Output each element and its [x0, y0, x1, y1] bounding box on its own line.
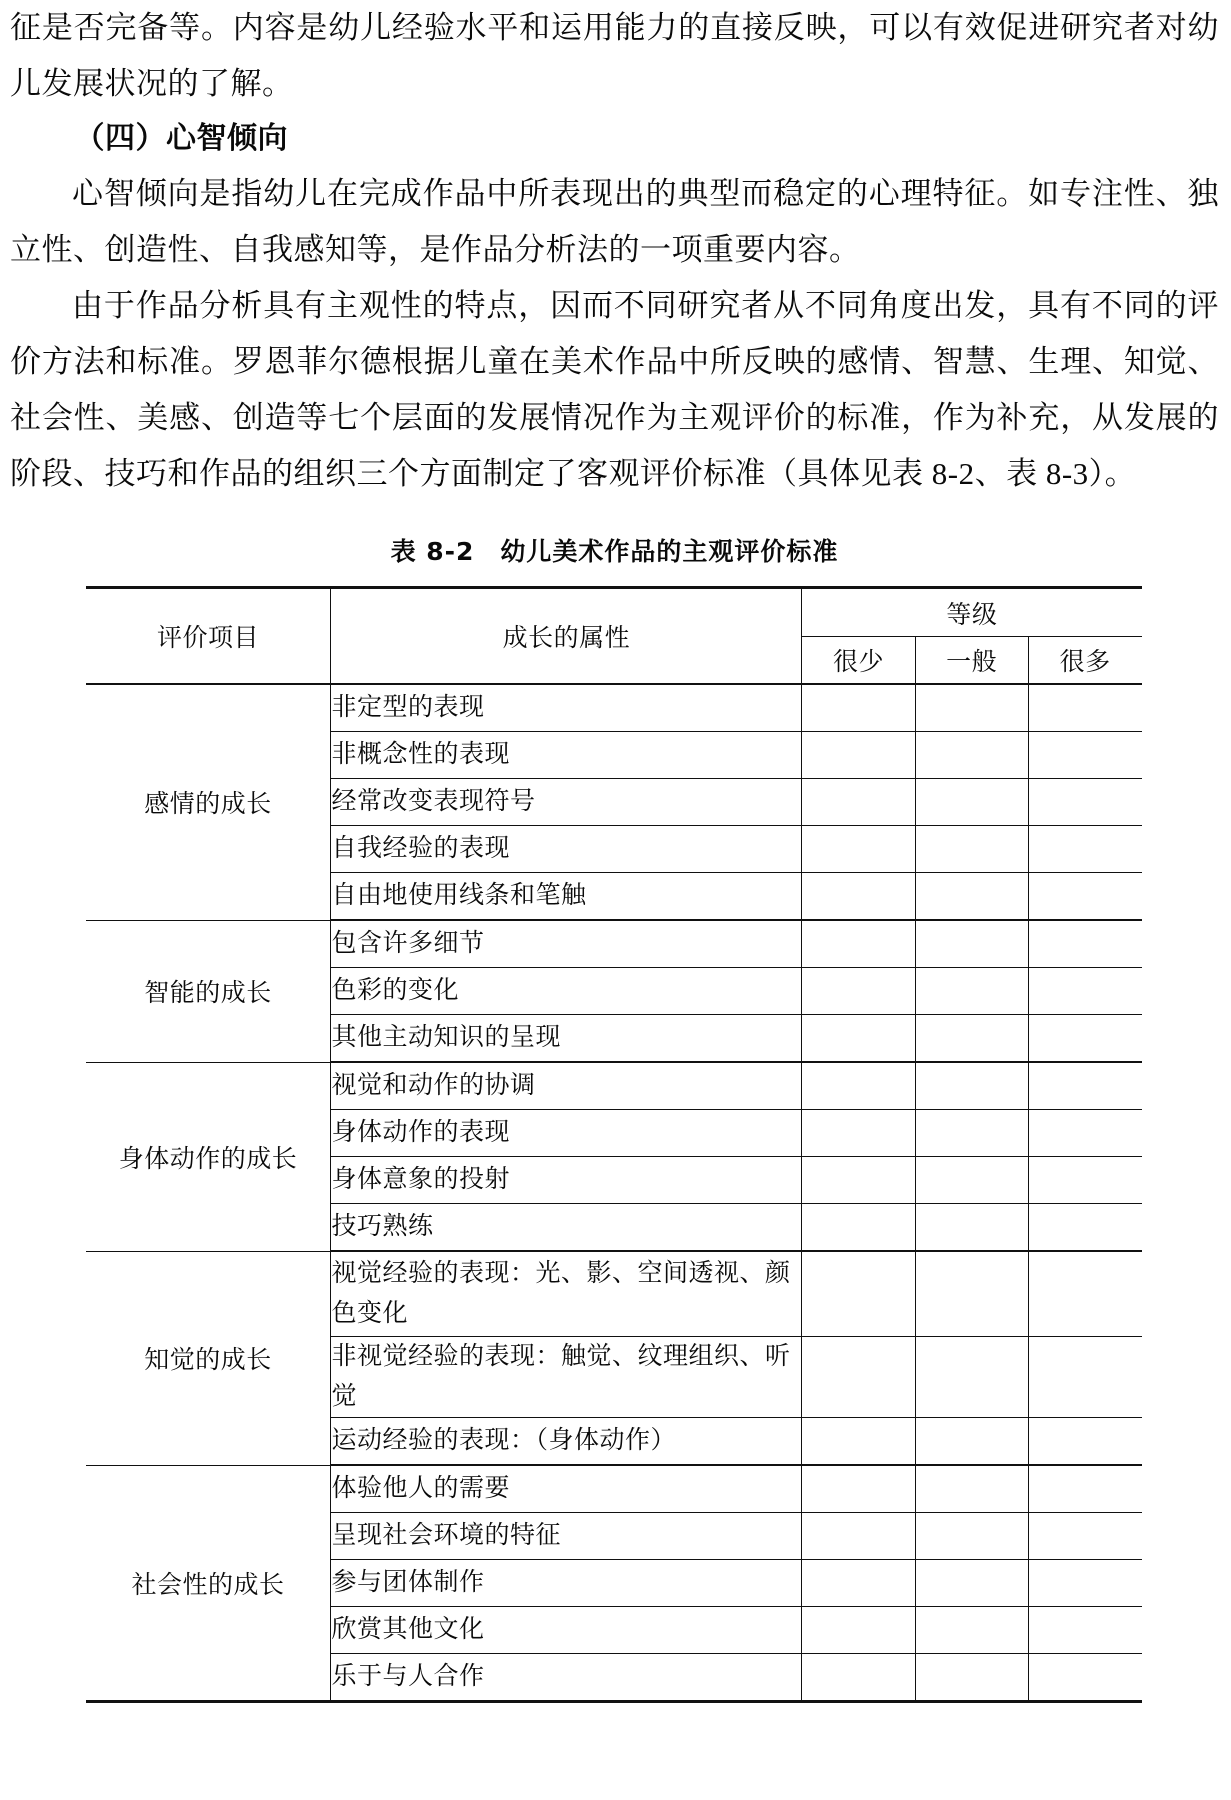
grade-checkbox-often[interactable]: [1028, 1015, 1141, 1063]
category-cell: 智能的成长: [86, 920, 331, 1062]
attribute-cell: 非定型的表现: [331, 684, 802, 732]
header-growth-attribute: 成长的属性: [331, 588, 802, 685]
grade-checkbox-average[interactable]: [915, 1465, 1028, 1513]
grade-checkbox-rarely[interactable]: [802, 1251, 915, 1337]
grade-checkbox-often[interactable]: [1028, 873, 1141, 921]
grade-checkbox-rarely[interactable]: [802, 1015, 915, 1063]
grade-checkbox-often[interactable]: [1028, 1204, 1141, 1252]
header-grade-often: 很多: [1028, 637, 1141, 684]
table-container: [10, 586, 1219, 1703]
header-grade-average: 一般: [915, 637, 1028, 684]
attribute-cell: 包含许多细节: [331, 920, 802, 968]
section-heading: （四）心智倾向: [74, 121, 288, 156]
attribute-cell: 视觉经验的表现：光、影、空间透视、颜色变化: [331, 1251, 802, 1337]
grade-checkbox-average[interactable]: [915, 968, 1028, 1015]
category-cell: 社会性的成长: [86, 1465, 331, 1702]
grade-checkbox-rarely[interactable]: [802, 1337, 915, 1418]
grade-checkbox-average[interactable]: [915, 920, 1028, 968]
table-row: [86, 1465, 1142, 1513]
grade-checkbox-average[interactable]: [915, 873, 1028, 921]
grade-checkbox-often[interactable]: [1028, 1062, 1141, 1110]
table-header: [86, 588, 1142, 685]
attribute-cell: 非概念性的表现: [331, 732, 802, 779]
grade-checkbox-rarely[interactable]: [802, 968, 915, 1015]
grade-checkbox-rarely[interactable]: [802, 873, 915, 921]
grade-checkbox-rarely[interactable]: [802, 1513, 915, 1560]
grade-checkbox-often[interactable]: [1028, 684, 1141, 732]
grade-checkbox-rarely[interactable]: [802, 1465, 915, 1513]
attribute-cell: 技巧熟练: [331, 1204, 802, 1252]
grade-checkbox-often[interactable]: [1028, 1110, 1141, 1157]
grade-checkbox-average[interactable]: [915, 779, 1028, 826]
header-row-main: [86, 588, 1142, 637]
grade-checkbox-rarely[interactable]: [802, 1204, 915, 1252]
grade-checkbox-often[interactable]: [1028, 968, 1141, 1015]
grade-checkbox-average[interactable]: [915, 684, 1028, 732]
grade-checkbox-often[interactable]: [1028, 1560, 1141, 1607]
grade-checkbox-average[interactable]: [915, 1204, 1028, 1252]
header-grade-rarely: 很少: [802, 637, 915, 684]
category-cell: 知觉的成长: [86, 1251, 331, 1465]
grade-checkbox-rarely[interactable]: [802, 1418, 915, 1466]
grade-checkbox-average[interactable]: [915, 1607, 1028, 1654]
grade-checkbox-often[interactable]: [1028, 1607, 1141, 1654]
grade-checkbox-average[interactable]: [915, 1560, 1028, 1607]
attribute-cell: 自我经验的表现: [331, 826, 802, 873]
grade-checkbox-often[interactable]: [1028, 1337, 1141, 1418]
attribute-cell: 经常改变表现符号: [331, 779, 802, 826]
grade-checkbox-average[interactable]: [915, 1418, 1028, 1466]
subjective-evaluation-table: [86, 586, 1142, 1703]
table-row: [86, 1251, 1142, 1337]
attribute-cell: 非视觉经验的表现：触觉、纹理组织、听觉: [331, 1337, 802, 1418]
attribute-cell: 视觉和动作的协调: [331, 1062, 802, 1110]
grade-checkbox-often[interactable]: [1028, 1251, 1141, 1337]
category-cell: 感情的成长: [86, 684, 331, 920]
grade-checkbox-average[interactable]: [915, 826, 1028, 873]
paragraph-2: 由于作品分析具有主观性的特点，因而不同研究者从不同角度出发，具有不同的评价方法和标准。罗恩菲尔德根据儿童在美术作品中所反映的感情、智慧、生理、知觉、社会性、美感、创造等七个层面的发展情况作为主观评价的标准，作为补充，从发展的阶段、技巧和作品的组织三个方面制定了客观评价标准（具体见表 8-2、表 8-3）。: [10, 288, 1219, 491]
attribute-cell: 欣赏其他文化: [331, 1607, 802, 1654]
grade-checkbox-rarely[interactable]: [802, 920, 915, 968]
body-text: [10, 0, 1219, 502]
grade-checkbox-rarely[interactable]: [802, 684, 915, 732]
grade-checkbox-average[interactable]: [915, 732, 1028, 779]
table-caption: 表 8-2 幼儿美术作品的主观评价标准: [390, 537, 839, 566]
grade-checkbox-rarely[interactable]: [802, 1110, 915, 1157]
header-evaluation-item: 评价项目: [86, 588, 331, 685]
table-row: [86, 920, 1142, 968]
category-cell: 身体动作的成长: [86, 1062, 331, 1251]
attribute-cell: 运动经验的表现：（身体动作）: [331, 1418, 802, 1466]
grade-checkbox-rarely[interactable]: [802, 732, 915, 779]
attribute-cell: 呈现社会环境的特征: [331, 1513, 802, 1560]
header-grade-group: 等级: [802, 588, 1142, 637]
paragraph-1: 心智倾向是指幼儿在完成作品中所表现出的典型而稳定的心理特征。如专注性、独立性、创造性、自我感知等，是作品分析法的一项重要内容。: [10, 176, 1219, 267]
attribute-cell: 色彩的变化: [331, 968, 802, 1015]
grade-checkbox-average[interactable]: [915, 1157, 1028, 1204]
grade-checkbox-often[interactable]: [1028, 1418, 1141, 1466]
grade-checkbox-often[interactable]: [1028, 1157, 1141, 1204]
table-row: [86, 1062, 1142, 1110]
grade-checkbox-average[interactable]: [915, 1513, 1028, 1560]
grade-checkbox-often[interactable]: [1028, 1654, 1141, 1702]
grade-checkbox-rarely[interactable]: [802, 1062, 915, 1110]
table-row: [86, 684, 1142, 732]
attribute-cell: 自由地使用线条和笔触: [331, 873, 802, 921]
attribute-cell: 身体意象的投射: [331, 1157, 802, 1204]
grade-checkbox-often[interactable]: [1028, 779, 1141, 826]
attribute-cell: 参与团体制作: [331, 1560, 802, 1607]
grade-checkbox-average[interactable]: [915, 1110, 1028, 1157]
grade-checkbox-average[interactable]: [915, 1654, 1028, 1702]
grade-checkbox-often[interactable]: [1028, 826, 1141, 873]
grade-checkbox-rarely[interactable]: [802, 1560, 915, 1607]
grade-checkbox-often[interactable]: [1028, 732, 1141, 779]
grade-checkbox-rarely[interactable]: [802, 1607, 915, 1654]
grade-checkbox-often[interactable]: [1028, 1513, 1141, 1560]
attribute-cell: 体验他人的需要: [331, 1465, 802, 1513]
grade-checkbox-average[interactable]: [915, 1062, 1028, 1110]
grade-checkbox-average[interactable]: [915, 1015, 1028, 1063]
grade-checkbox-rarely[interactable]: [802, 1157, 915, 1204]
attribute-cell: 乐于与人合作: [331, 1654, 802, 1702]
grade-checkbox-rarely[interactable]: [802, 1654, 915, 1702]
table-body: [86, 684, 1142, 1702]
paragraph-continuation: 征是否完备等。内容是幼儿经验水平和运用能力的直接反映，可以有效促进研究者对幼儿发展状况的了解。: [10, 10, 1219, 101]
attribute-cell: 其他主动知识的呈现: [331, 1015, 802, 1063]
grade-checkbox-average[interactable]: [915, 1251, 1028, 1337]
grade-checkbox-often[interactable]: [1028, 920, 1141, 968]
grade-checkbox-often[interactable]: [1028, 1465, 1141, 1513]
grade-checkbox-rarely[interactable]: [802, 826, 915, 873]
grade-checkbox-average[interactable]: [915, 1337, 1028, 1418]
grade-checkbox-rarely[interactable]: [802, 779, 915, 826]
attribute-cell: 身体动作的表现: [331, 1110, 802, 1157]
